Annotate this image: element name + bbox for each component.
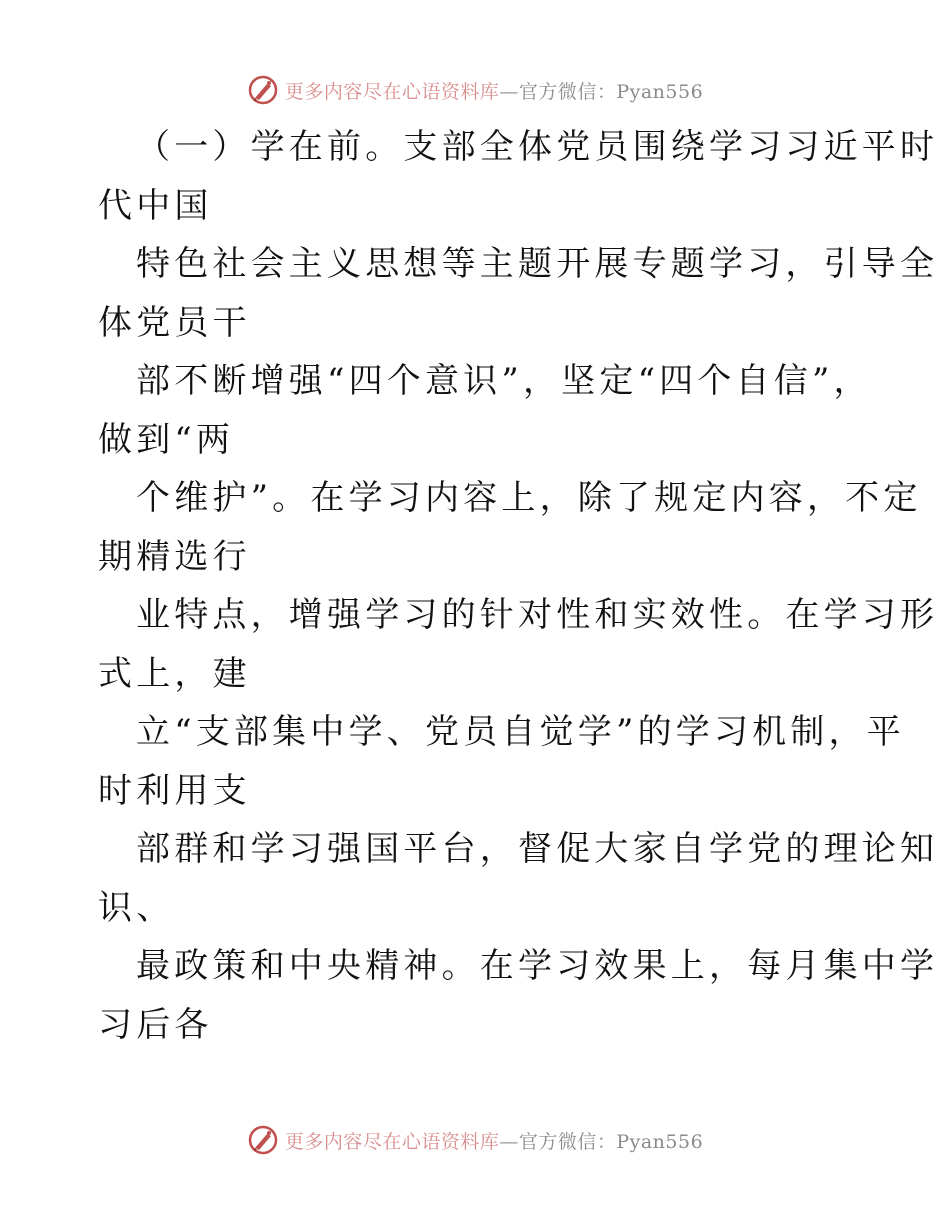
text-line: 个维护”。在学习内容上，除了规定内容，不定 [136,478,922,518]
document-body [98,118,939,1054]
text-line: （一）学在前。支部全体党员围绕学习习近平时 [136,127,939,167]
header-watermark [0,72,950,108]
text-line: 部群和学习强国平台，督促大家自学党的理论知 [136,829,939,869]
text-line: 代中国 [98,185,213,226]
watermark-brand: 更多内容尽在心语资料库 [284,1130,500,1153]
text-line: 最政策和中央精神。在学习效果上，每月集中学 [136,946,939,986]
text-line: 习后各 [98,1004,213,1045]
text-line: 特色社会主义思想等主题开展专题学习，引导全 [136,244,939,284]
text-line: 体党员干 [98,302,251,343]
text-line: 做到“两 [98,419,235,460]
footer-watermark [0,1122,950,1158]
watermark-separator: — [499,80,519,103]
watermark-contact: 官方微信：Pyan556 [518,80,704,103]
watermark-separator: — [499,1130,519,1153]
watermark-brand: 更多内容尽在心语资料库 [284,80,500,103]
text-line: 识、 [98,887,175,928]
text-line: 式上，建 [98,653,251,694]
text-line: 业特点，增强学习的针对性和实效性。在学习形 [136,595,939,635]
text-line: 期精选行 [98,536,251,577]
pen-logo-icon [247,74,279,106]
watermark-contact: 官方微信：Pyan556 [518,1130,704,1153]
text-line: 部不断增强“四个意识”，坚定“四个自信”， [136,361,872,401]
text-line: 立“支部集中学、党员自觉学”的学习机制，平 [136,712,905,752]
text-line: 时利用支 [98,770,251,811]
pen-logo-icon [247,1124,279,1156]
